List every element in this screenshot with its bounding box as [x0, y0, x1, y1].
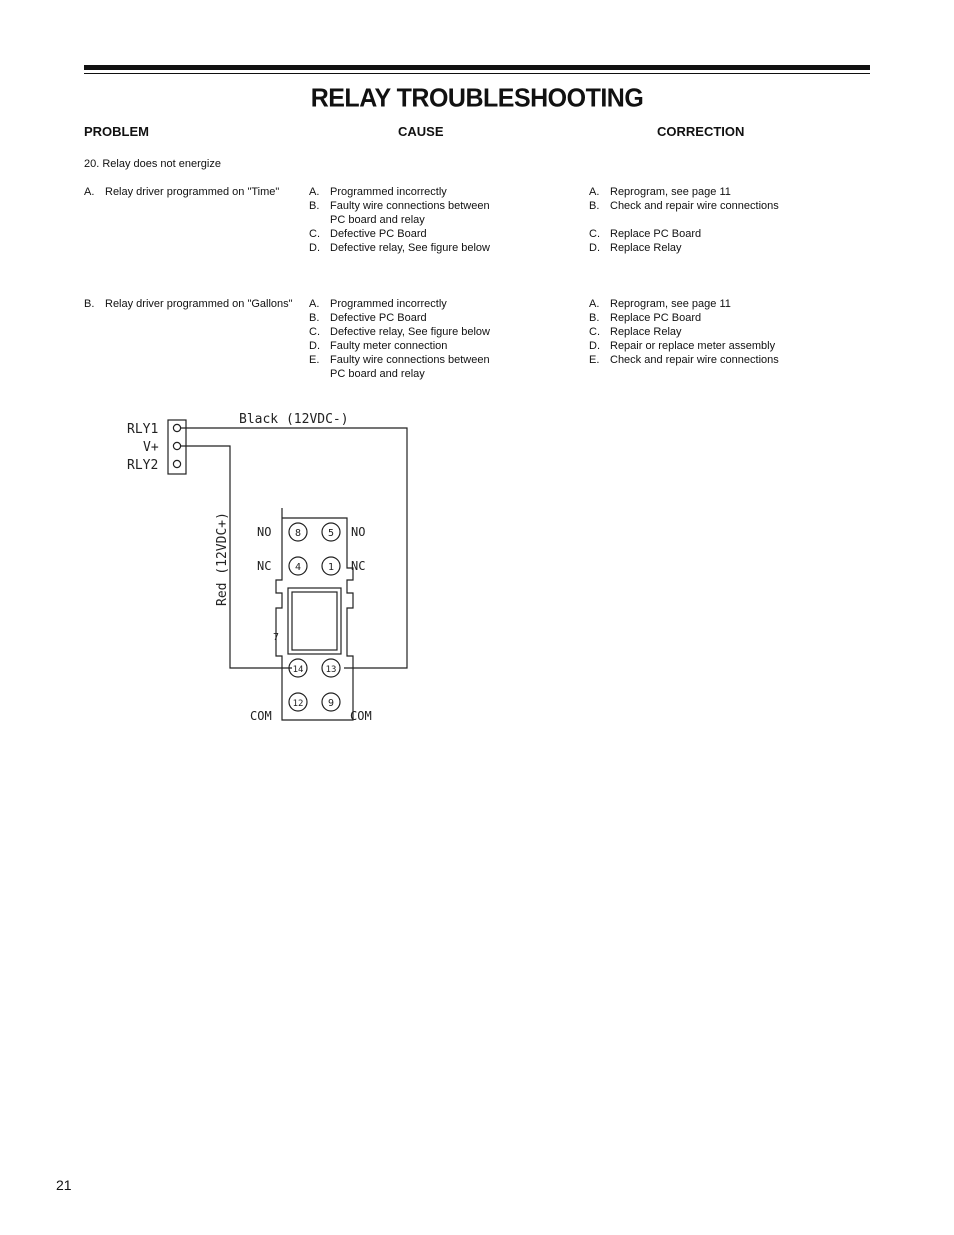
column-header-cause: CAUSE [398, 124, 444, 139]
pin-5-label: 5 [327, 528, 335, 539]
label-red-wire: Red (12VDC+) [215, 512, 230, 606]
pin-8-label: 8 [294, 528, 302, 539]
label-nc-right: NC [351, 559, 366, 573]
problem-b-text: Relay driver programmed on "Gallons" [105, 298, 293, 310]
terminal-vplus [173, 442, 180, 449]
label-com-left: COM [250, 709, 272, 723]
label-nc-left: NC [257, 559, 272, 573]
item-text: Replace Relay [610, 326, 682, 338]
problem-b-letter: B. [84, 298, 95, 310]
pin-13-label: 13 [325, 665, 337, 675]
item-text: Defective PC Board [330, 312, 427, 324]
header-rule-thick [84, 65, 870, 70]
problem-a-letter: A. [84, 186, 95, 198]
item-text: Reprogram, see page 11 [610, 298, 731, 310]
page-title: RELAY TROUBLESHOOTING [310, 83, 644, 113]
pin-12-label: 12 [292, 699, 304, 709]
column-header-correction: CORRECTION [657, 124, 745, 139]
item-letter: A. [309, 298, 320, 310]
item-letter: B. [589, 312, 600, 324]
item-text: Replace Relay [610, 242, 682, 254]
item-letter: D. [589, 340, 600, 352]
item-text: Programmed incorrectly [330, 186, 447, 198]
item-text: Faulty meter connection [330, 340, 448, 352]
pin-9-label: 9 [327, 698, 335, 709]
issue-heading: 20. Relay does not energize [84, 158, 221, 170]
relay-wiring-diagram [110, 398, 440, 733]
item-letter: D. [309, 242, 320, 254]
label-black-wire: Black (12VDC-) [239, 412, 349, 427]
item-letter: D. [589, 242, 600, 254]
item-text: PC board and relay [330, 368, 425, 380]
item-letter: E. [309, 354, 320, 366]
item-letter: A. [589, 298, 600, 310]
item-text: Faulty wire connections between [330, 200, 490, 212]
label-no-left: NO [257, 525, 272, 539]
item-text: Defective PC Board [330, 228, 427, 240]
side-mark: 7 [273, 632, 280, 643]
item-letter: B. [309, 200, 320, 212]
label-rly2: RLY2 [127, 458, 159, 473]
item-letter: B. [589, 200, 600, 212]
item-letter: C. [589, 326, 600, 338]
label-com-right: COM [350, 709, 372, 723]
item-text: Check and repair wire connections [610, 200, 779, 212]
item-text: Defective relay, See figure below [330, 326, 490, 338]
item-letter: B. [309, 312, 320, 324]
problem-a-text: Relay driver programmed on "Time" [105, 186, 280, 198]
item-text: Repair or replace meter assembly [610, 340, 776, 352]
item-letter: C. [589, 228, 600, 240]
pin-4-label: 4 [294, 562, 302, 573]
terminal-rly1 [173, 424, 180, 431]
pin-14-label: 14 [292, 665, 304, 675]
item-text: Reprogram, see page 11 [610, 186, 731, 198]
item-letter: A. [309, 186, 320, 198]
item-text: Replace PC Board [610, 312, 702, 324]
label-vplus: V+ [143, 440, 159, 455]
label-rly1: RLY1 [127, 422, 159, 437]
relay-coil-frame [288, 588, 341, 654]
header-rule-thin [84, 73, 870, 74]
item-letter: D. [309, 340, 320, 352]
terminal-rly2 [173, 460, 180, 467]
item-text: Replace PC Board [610, 228, 702, 240]
label-no-right: NO [351, 525, 366, 539]
item-text: Programmed incorrectly [330, 298, 447, 310]
pin-1-label: 1 [327, 562, 335, 573]
item-text: Faulty wire connections between [330, 354, 490, 366]
item-text: Defective relay, See figure below [330, 242, 490, 254]
item-text: PC board and relay [330, 214, 425, 226]
column-header-problem: PROBLEM [84, 124, 149, 139]
item-letter: A. [589, 186, 600, 198]
item-letter: C. [309, 228, 320, 240]
item-letter: E. [589, 354, 600, 366]
item-letter: C. [309, 326, 320, 338]
page-number: 21 [56, 1177, 72, 1193]
relay-coil [292, 592, 337, 650]
item-text: Check and repair wire connections [610, 354, 779, 366]
